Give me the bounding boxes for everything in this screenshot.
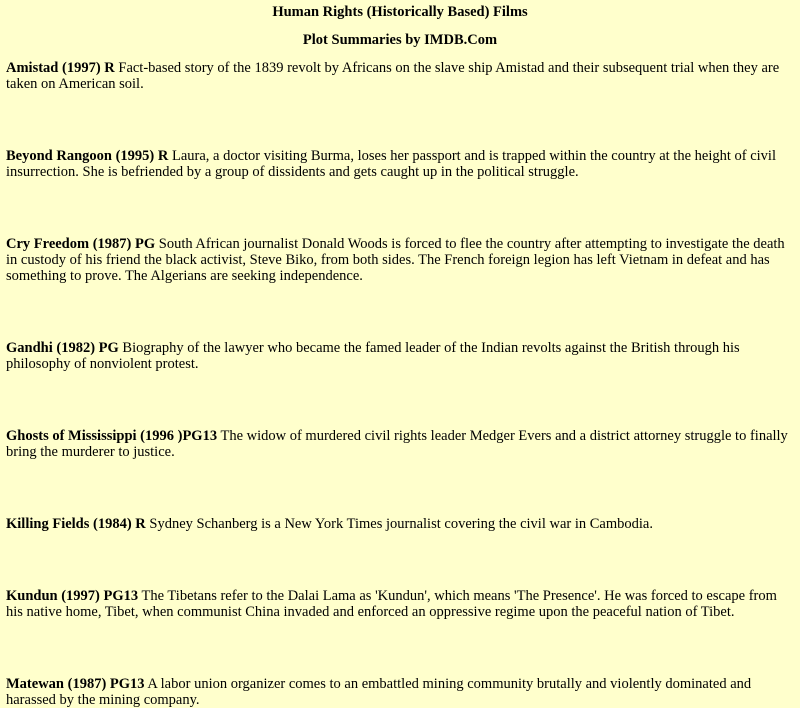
film-title: Killing Fields (1984) R bbox=[6, 516, 146, 532]
film-entry-beyond-rangoon bbox=[6, 148, 794, 180]
film-title: Matewan (1987) PG13 bbox=[6, 676, 145, 692]
film-title: Ghosts of Mississippi (1996 )PG13 bbox=[6, 428, 218, 444]
film-entry-kundun bbox=[6, 588, 794, 620]
film-entry-cry-freedom bbox=[6, 236, 794, 284]
film-entry-killing-fields bbox=[6, 516, 794, 532]
film-title: Amistad (1997) R bbox=[6, 60, 115, 76]
page-subtitle: Plot Summaries by IMDB.Com bbox=[302, 32, 498, 48]
film-entry-matewan bbox=[6, 676, 794, 708]
film-summary: Sydney Schanberg is a New York Times journalist covering the civil war in Cambodia. bbox=[149, 516, 653, 532]
film-summary: Biography of the lawyer who became the famed leader of the Indian revolts against the British through his philosophy of nonviolent protest. bbox=[6, 340, 740, 372]
film-entry-ghosts-of-mississippi bbox=[6, 428, 794, 460]
film-title: Cry Freedom (1987) PG bbox=[6, 236, 156, 252]
film-title: Gandhi (1982) PG bbox=[6, 340, 119, 356]
film-summary: A labor union organizer comes to an embattled mining community brutally and violently dominated and harassed by the mining company. bbox=[6, 676, 752, 708]
film-title: Beyond Rangoon (1995) R bbox=[6, 148, 169, 164]
film-entry-amistad bbox=[6, 60, 794, 92]
film-title: Kundun (1997) PG13 bbox=[6, 588, 139, 604]
film-summary: Fact-based story of the 1839 revolt by Africans on the slave ship Amistad and their subsequent trial when they are taken on American soil. bbox=[6, 60, 780, 92]
film-summary: The widow of murdered civil rights leader Medger Evers and a district attorney struggle to finally bring the murderer to justice. bbox=[6, 428, 788, 460]
film-summary: The Tibetans refer to the Dalai Lama as 'Kundun', which means 'The Presence'. He was forced to escape from his native home, Tibet, when communist China invaded and enforced an oppressive regime upon the peaceful nation of Tibet. bbox=[6, 588, 777, 620]
film-summary: South African journalist Donald Woods is forced to flee the country after attempting to investigate the death in custody of his friend the black activist, Steve Biko, from both sides. The French foreign legion has left Vietnam in defeat and has something to prove. The Algerians are seeking independence. bbox=[6, 236, 785, 284]
page-title: Human Rights (Historically Based) Films bbox=[272, 4, 528, 20]
film-summary: Laura, a doctor visiting Burma, loses her passport and is trapped within the country at the height of civil insurrection. She is befriended by a group of dissidents and gets caught up in the political struggle. bbox=[6, 148, 776, 180]
film-list bbox=[6, 60, 794, 708]
film-entry-gandhi bbox=[6, 340, 794, 372]
